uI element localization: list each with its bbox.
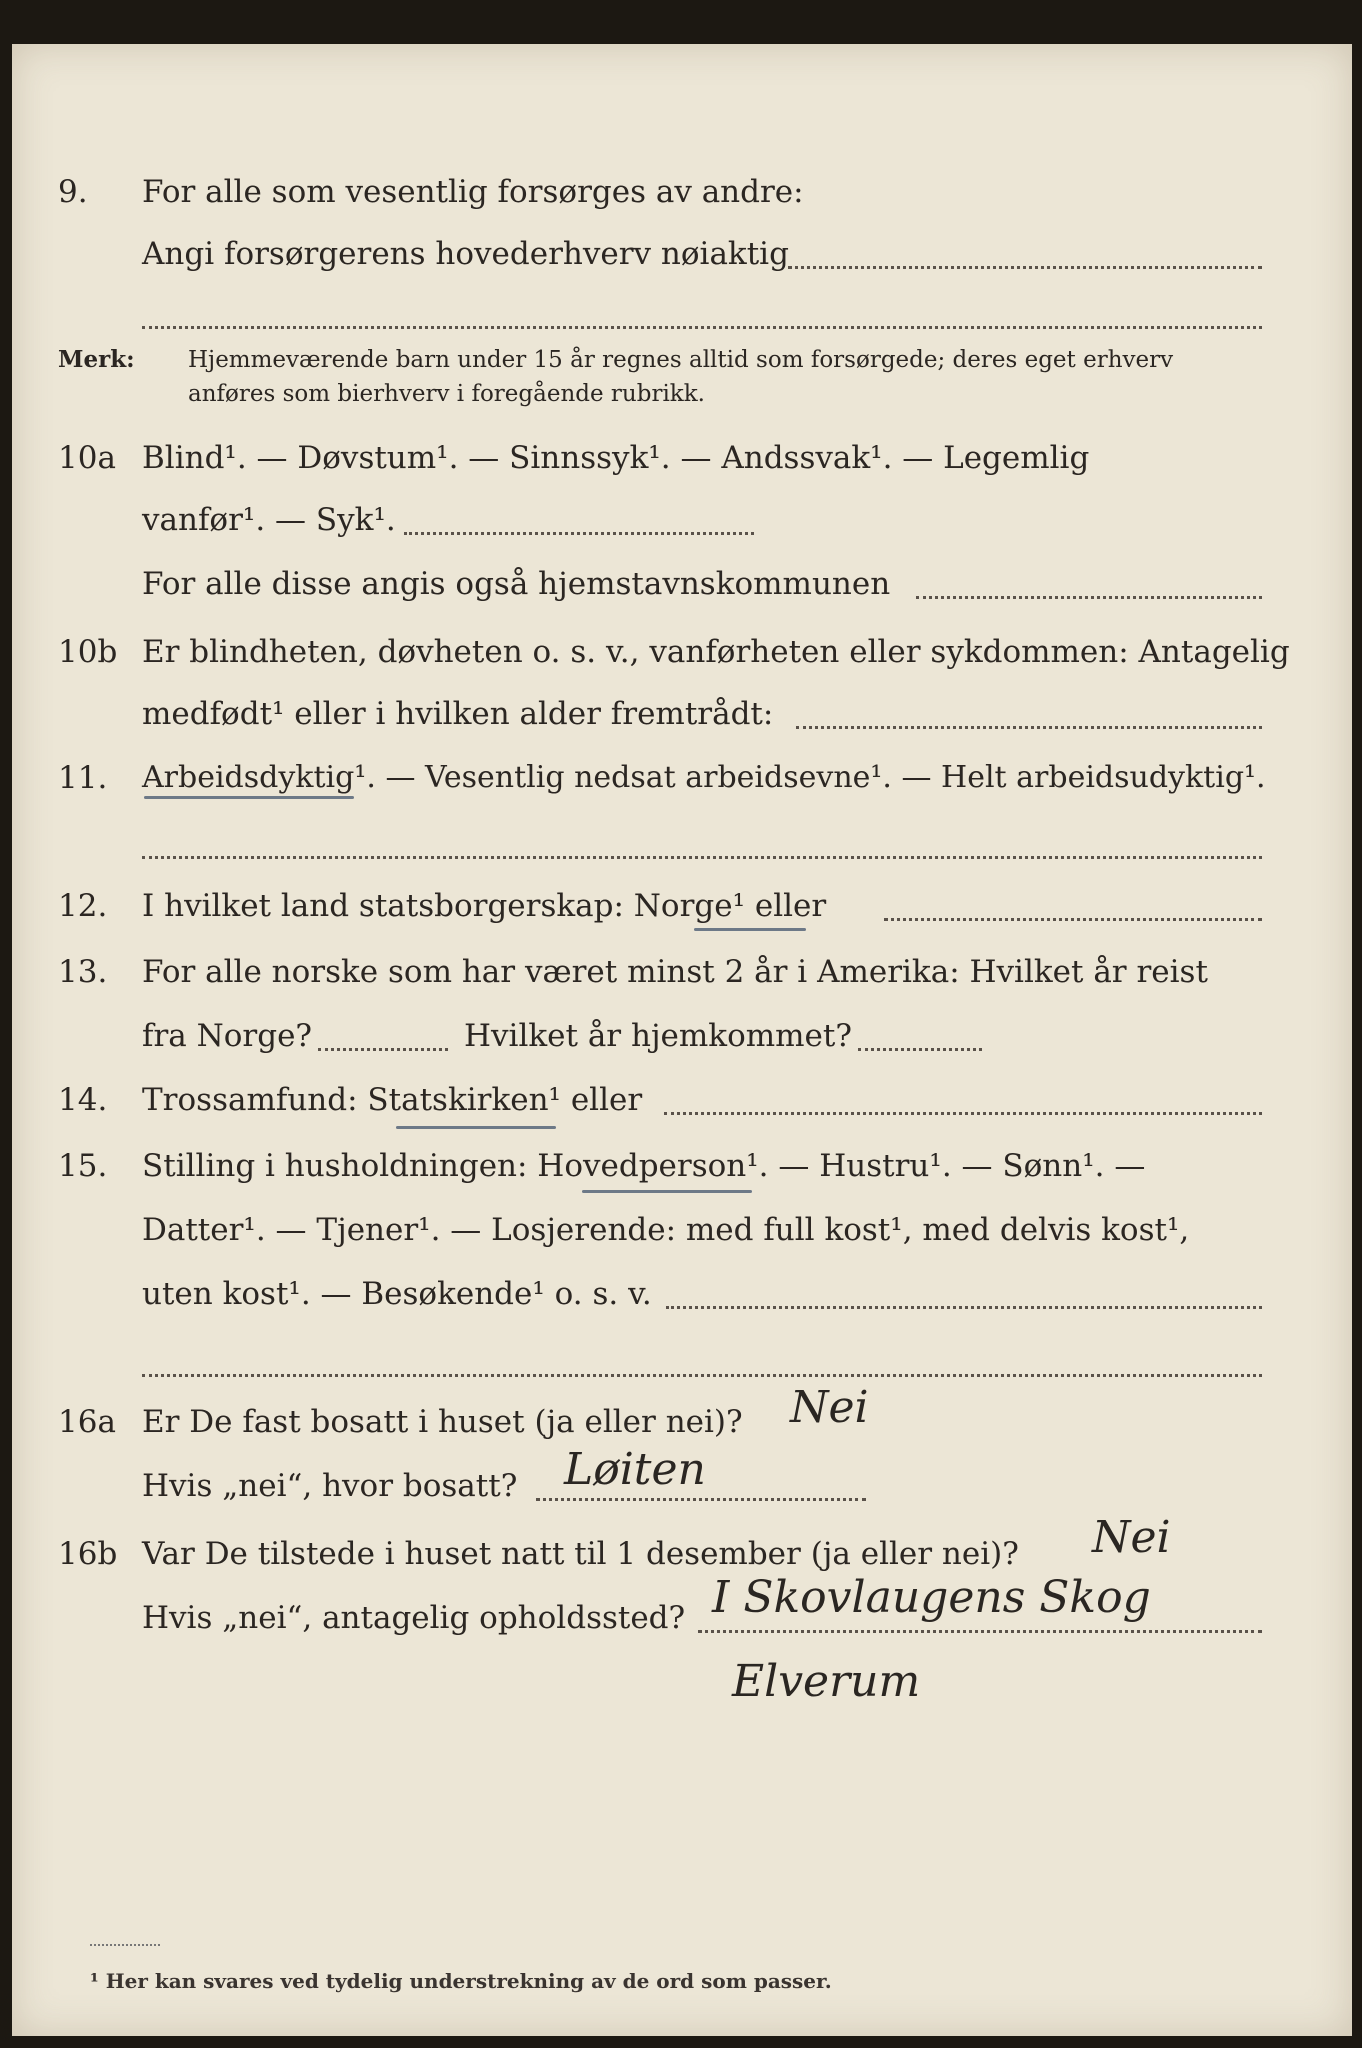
q10a-sick-line[interactable] (404, 532, 754, 535)
footnote: ¹ Her kan svares ved tydelig understrekning av de ord som passer. (90, 1969, 832, 1993)
merk-label: Merk: (58, 346, 135, 373)
q16b-location-line[interactable] (698, 1630, 1262, 1633)
q15-line3: uten kost¹. — Besøkende¹ o. s. v. (142, 1276, 652, 1312)
q16a-answer2-handwritten: Løiten (564, 1444, 706, 1495)
q13-number: 13. (58, 954, 108, 990)
q16b-line2: Hvis „nei“, antagelig opholdssted? (142, 1600, 686, 1636)
q12-number: 12. (58, 888, 108, 924)
q11-underline-arbeidsdyktig (144, 796, 354, 799)
q10a-line3: For alle disse angis også hjemstavnskommunen (142, 566, 891, 602)
q10b-line2: medfødt¹ eller i hvilken alder fremtrådt: (142, 696, 774, 732)
merk-line1: Hjemmeværende barn under 15 år regnes alltid som forsørgede; deres eget erhverv (188, 347, 1174, 373)
q16a-line1: Er De fast bosatt i huset (ja eller nei)? (142, 1404, 743, 1440)
merk-line2: anføres som bierhverv i foregående rubrikk. (188, 381, 705, 407)
q14-answer-line[interactable] (664, 1112, 1262, 1115)
q10b-line1: Er blindheten, døvheten o. s. v., vanførheten eller sykdommen: Antagelig (142, 634, 1290, 670)
q16a-answer1-handwritten: Nei (790, 1382, 869, 1433)
q16a-line2: Hvis „nei“, hvor bosatt? (142, 1468, 518, 1504)
q16b-line1: Var De tilstede i huset natt til 1 desember (ja eller nei)? (142, 1536, 1019, 1572)
q14-line1: Trossamfund: Statskirken¹ eller (142, 1082, 643, 1118)
q16a-number: 16a (58, 1404, 116, 1440)
q11-number: 11. (58, 760, 108, 796)
q15-answer-line[interactable] (666, 1306, 1262, 1309)
q9-answer-line[interactable] (788, 266, 1262, 269)
q14-number: 14. (58, 1082, 108, 1118)
q12-answer-line[interactable] (884, 918, 1262, 921)
q15-number: 15. (58, 1148, 108, 1184)
q16b-answer1-handwritten: Nei (1092, 1512, 1171, 1563)
q16b-number: 16b (58, 1536, 118, 1572)
q10b-answer-line[interactable] (796, 726, 1262, 729)
census-form-sheet (12, 44, 1352, 2036)
q16b-answer2-handwritten: I Skovlaugens Skog (712, 1572, 1151, 1623)
q16b-answer3-handwritten: Elverum (732, 1656, 921, 1707)
q11-answer-line[interactable] (142, 856, 1262, 859)
q13-line1: For alle norske som har været minst 2 år i Amerika: Hvilket år reist (142, 954, 1208, 990)
q9-number: 9. (58, 174, 88, 210)
q15-answer-line-2[interactable] (142, 1374, 1262, 1377)
q13-left-year-line[interactable] (318, 1048, 448, 1051)
q10a-number: 10a (58, 440, 116, 476)
q14-underline-statskirken (396, 1126, 556, 1129)
q10a-line1: Blind¹. — Døvstum¹. — Sinnssyk¹. — Andssvak¹. — Legemlig (142, 440, 1090, 476)
q9-line1: For alle som vesentlig forsørges av andre: (142, 174, 804, 210)
q11-line1: Arbeidsdyktig¹. — Vesentlig nedsat arbeidsevne¹. — Helt arbeidsudyktig¹. (142, 760, 1266, 795)
q12-line1: I hvilket land statsborgerskap: Norge¹ eller (142, 888, 827, 924)
q9-line2: Angi forsørgerens hovederhverv nøiaktig (142, 236, 789, 272)
q10a-home-municipality-line[interactable] (916, 596, 1262, 599)
q13-returned-year-line[interactable] (858, 1048, 982, 1051)
q9-answer-line-2[interactable] (142, 326, 1262, 329)
q15-underline-hovedperson (582, 1190, 752, 1193)
q15-line1: Stilling i husholdningen: Hovedperson¹. — Hustru¹. — Sønn¹. — (142, 1148, 1146, 1184)
q13-line2a: fra Norge? (142, 1018, 313, 1054)
q16a-residence-line[interactable] (536, 1498, 866, 1501)
q12-underline-norge (694, 928, 806, 931)
q15-line2: Datter¹. — Tjener¹. — Losjerende: med full kost¹, med delvis kost¹, (142, 1212, 1190, 1248)
footnote-rule (90, 1944, 160, 1946)
q10b-number: 10b (58, 634, 118, 670)
q10a-line2: vanfør¹. — Syk¹. (142, 502, 396, 538)
q13-line2b: Hvilket år hjemkommet? (464, 1018, 852, 1054)
